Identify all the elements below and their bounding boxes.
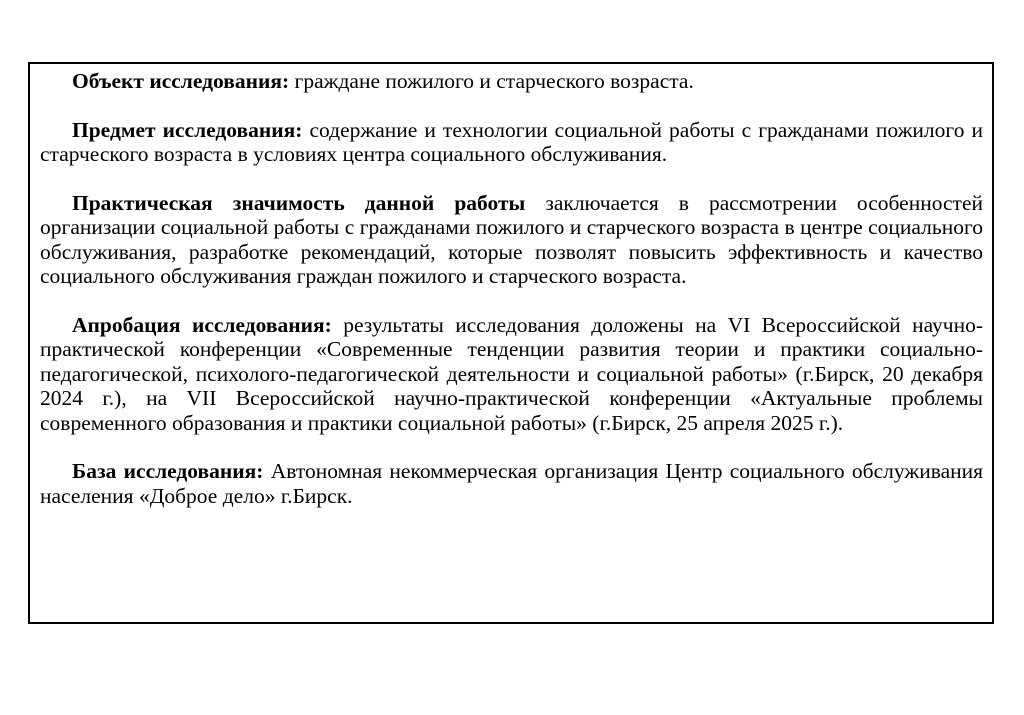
research-subject-label: Предмет исследования:	[72, 117, 303, 142]
practical-significance-text: заключается в рассмотрении особенностей организации социальной работы с гражданами пожилого и старческого возраста в центре социального обслуживания, разработке рекомендаций, которые позволят повысить эффективность и качество социального обслуживания граждан пожилого и старческого возраста.	[40, 190, 983, 288]
text-frame	[28, 62, 994, 624]
paragraph-research-object	[40, 69, 983, 94]
paragraph-practical-significance	[40, 191, 983, 289]
paragraph-approbation	[40, 313, 983, 436]
paragraph-research-subject	[40, 118, 983, 167]
research-object-label: Объект исследования:	[72, 69, 290, 93]
practical-significance-label: Практическая значимость данной работы	[72, 190, 526, 215]
research-object-text: граждане пожилого и старческого возраста.	[294, 69, 694, 93]
approbation-label: Апробация исследования:	[72, 312, 332, 337]
research-subject-text: содержание и технологии социальной работы с гражданами пожилого и старческого возраста в условиях центра социального обслуживания.	[40, 117, 983, 166]
approbation-text: результаты исследования доложены на VI Всероссийской научно-практической конференции «Современные тенденции развития теории и практики социально-педагогической, психолого-педагогической деятельности и социальной работы» (г.Бирск, 20 декабря 2024 г.), на VII Всероссийской научно-практической конференции «Актуальные проблемы современного образования и практики социальной работы» (г.Бирск, 25 апреля 2025 г.).	[40, 312, 984, 435]
paragraph-research-base	[40, 459, 983, 508]
research-base-text: Автономная некоммерческая организация Центр социального обслуживания населения «Доброе дело» г.Бирск.	[40, 459, 984, 508]
research-base-label: База исследования:	[72, 459, 264, 483]
